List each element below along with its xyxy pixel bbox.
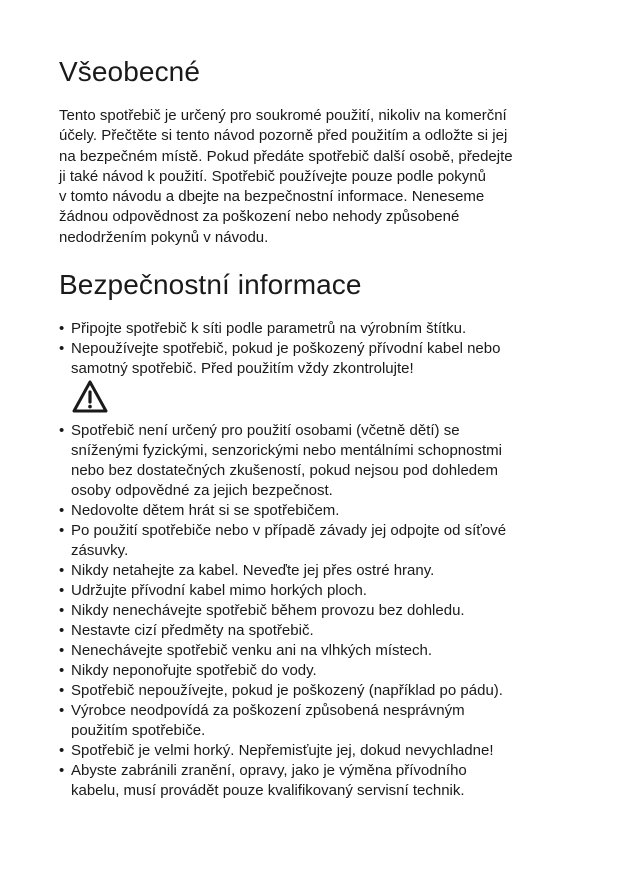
list-item — [59, 641, 579, 661]
list-item — [59, 421, 579, 501]
list-item-text: Nedovolte dětem hrát si se spotřebičem. — [71, 502, 340, 519]
section-title-safety: Bezpečnostní informace — [59, 269, 362, 300]
bullet-glyph: • — [59, 422, 65, 439]
list-item — [59, 561, 579, 581]
list-item-text: Nikdy neponořujte spotřebič do vody. — [71, 662, 317, 679]
list-item — [59, 761, 579, 801]
bullet-glyph: • — [59, 502, 65, 519]
safety-list-primary — [59, 319, 579, 379]
list-item-text: Nenechávejte spotřebič venku ani na vlhkých místech. — [71, 642, 433, 659]
section-title-general: Všeobecné — [59, 56, 201, 87]
bullet-glyph: • — [59, 682, 65, 699]
list-item — [59, 701, 579, 741]
intro-line: nedodržením pokynů v návodu. — [59, 228, 269, 246]
intro-paragraph — [59, 106, 574, 248]
list-item — [59, 501, 579, 521]
list-item — [59, 621, 579, 641]
bullet-glyph: • — [59, 762, 65, 779]
list-item-text: Nepoužívejte spotřebič, pokud je poškozený přívodní kabel nebo — [71, 340, 501, 357]
list-item-text: kabelu, musí provádět pouze kvalifikovaný servisní technik. — [71, 782, 465, 799]
safety-list-secondary — [59, 421, 579, 801]
bullet-glyph: • — [59, 562, 65, 579]
list-item-text: Abyste zabránili zranění, opravy, jako je výměna přívodního — [71, 762, 467, 779]
list-item — [59, 741, 579, 761]
list-item — [59, 601, 579, 621]
bullet-glyph: • — [59, 602, 65, 619]
intro-line: v tomto návodu a dbejte na bezpečnostní informace. Neneseme — [59, 188, 485, 206]
bullet-glyph: • — [59, 340, 65, 357]
list-item-text: Připojte spotřebič k síti podle parametrů na výrobním štítku. — [71, 320, 467, 337]
list-item — [59, 581, 579, 601]
bullet-glyph: • — [59, 702, 65, 719]
bullet-glyph: • — [59, 522, 65, 539]
warning-triangle-icon — [71, 379, 109, 415]
list-item-text: sníženými fyzickými, senzorickými nebo mentálními schopnostmi — [71, 442, 502, 459]
list-item-text: osoby odpovědné za jejich bezpečnost. — [71, 482, 333, 499]
list-item-text: Spotřebič není určený pro použití osobami (včetně dětí) se — [71, 422, 460, 439]
bullet-glyph: • — [59, 582, 65, 599]
intro-line: Tento spotřebič je určený pro soukromé použití, nikoliv na komerční — [59, 107, 507, 124]
list-item-text: zásuvky. — [71, 542, 129, 559]
list-item-text: Spotřebič nepoužívejte, pokud je poškozený (například po pádu). — [71, 682, 503, 699]
bullet-glyph: • — [59, 622, 65, 639]
list-item-text: Spotřebič je velmi horký. Nepřemisťujte jej, dokud nevychladne! — [71, 742, 494, 759]
bullet-glyph: • — [59, 742, 65, 759]
list-item-text: Nikdy netahejte za kabel. Neveďte jej přes ostré hrany. — [71, 562, 435, 579]
intro-line: ji také návod k použití. Spotřebič používejte pouze podle pokynů — [59, 167, 486, 185]
list-item — [59, 661, 579, 681]
list-item — [59, 319, 579, 339]
list-item-text: použitím spotřebiče. — [71, 722, 206, 739]
list-item-text: Udržujte přívodní kabel mimo horkých ploch. — [71, 582, 367, 599]
intro-line: účely. Přečtěte si tento návod pozorně před použitím a odložte si jej — [59, 127, 508, 145]
list-item — [59, 681, 579, 701]
bullet-glyph: • — [59, 642, 65, 659]
list-item-text: Nikdy nenechávejte spotřebič během provozu bez dohledu. — [71, 602, 465, 619]
bullet-glyph: • — [59, 320, 65, 337]
list-item — [59, 339, 579, 379]
intro-line: na bezpečném místě. Pokud předáte spotřebič další osobě, předejte — [59, 147, 513, 165]
list-item-text: Po použití spotřebiče nebo v případě závady jej odpojte od síťové — [71, 522, 507, 539]
list-item-text: nebo bez dostatečných zkušeností, pokud nejsou pod dohledem — [71, 462, 498, 479]
intro-line: žádnou odpovědnost za poškození nebo nehody způsobené — [59, 208, 460, 226]
list-item — [59, 521, 579, 561]
list-item-text: samotný spotřebič. Před použitím vždy zkontrolujte! — [71, 360, 414, 377]
list-item-text: Výrobce neodpovídá za poškození způsobená nesprávným — [71, 702, 465, 719]
list-item-text: Nestavte cizí předměty na spotřebič. — [71, 622, 314, 639]
bullet-glyph: • — [59, 662, 65, 679]
